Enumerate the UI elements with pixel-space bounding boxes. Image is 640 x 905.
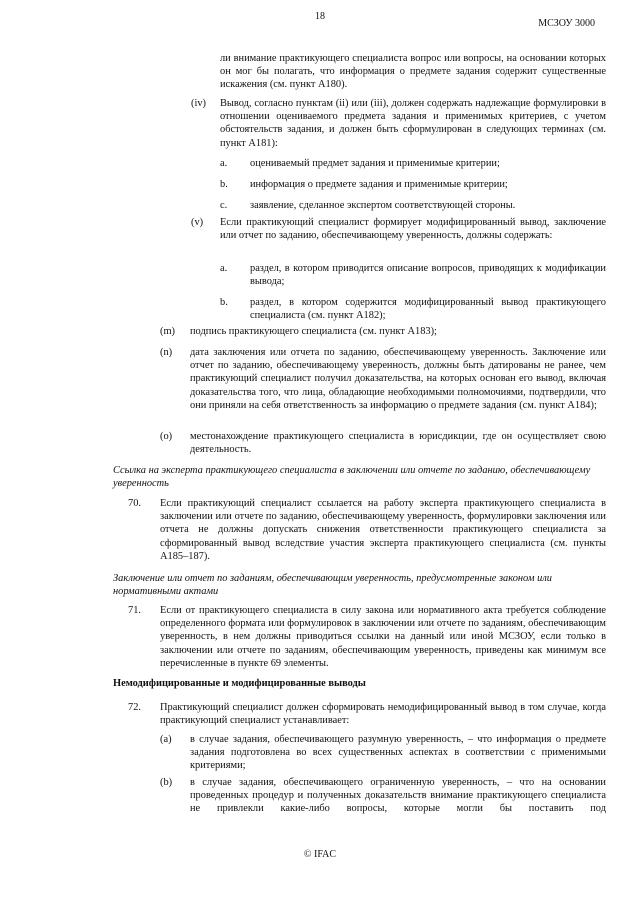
para-72-number: 72.: [128, 702, 141, 713]
item-m-marker: (m): [160, 326, 176, 337]
item-iv-sub-a-marker: a.: [220, 158, 228, 169]
item-iv-marker: (iv): [191, 98, 207, 109]
section-heading-conclusions: Немодифицированные и модифицированные выводы: [113, 678, 366, 689]
page-number: 18: [315, 11, 325, 22]
item-o-text: местонахождение практикующего специалиста в юрисдикции, где он осуществляет свою деятельность.: [190, 431, 606, 456]
intro-text: ли внимание практикующего специалиста вопрос или вопросы, на основании которых он мог бы полагать, что информация о предмете задания содержит существенные искажения (см. пункт А180).: [220, 53, 606, 91]
para-70-text: Если практикующий специалист ссылается на работу эксперта практикующего специалиста в заключении или отчете по заданию, обеспечивающему уверенность, формулировки заключения или отчета не должны допускать снижения ответственности практикующего специалиста за сформированный вывод вследствие участия эксперта практикующего специалиста (см. пункты А185–187).: [160, 498, 606, 562]
item-b72-text: в случае задания, обеспечивающего ограниченную уверенность, – что на основании проведенных процедур и полученных доказательств внимание практикующего специалиста не привлекли какие-либо вопросы, которые могли бы поставить под: [190, 777, 606, 815]
section-heading-legal: Заключение или отчет по заданиям, обеспечивающим уверенность, предусмотренные законом или нормативными актами: [113, 573, 553, 598]
item-iv-sub-a-text: оцениваемый предмет задания и применимые критерии;: [250, 158, 500, 169]
item-v-sub-b-marker: b.: [220, 297, 228, 308]
para-72-text: Практикующий специалист должен сформировать немодифицированный вывод в том случае, когда практикующий специалист устанавливает:: [160, 702, 606, 727]
item-iv-sub-c-text: заявление, сделанное экспертом соответствующей стороны.: [250, 200, 516, 211]
item-a72-text: в случае задания, обеспечивающего разумную уверенность, – что информация о предмете задания подготовлена во всех существенных аспектах в соответствии с применимыми критериями;: [190, 734, 606, 772]
item-a72-marker: (a): [160, 734, 172, 745]
document-code: МСЗОУ 3000: [538, 18, 595, 29]
item-iv-text: Вывод, согласно пунктам (ii) или (iii), должен содержать надлежащие формулировки в отношении оцениваемого предмета задания и применимых критериев, с учетом обстоятельств задания, и должен быть сформулирован в следующих терминах (см. пункт А181):: [220, 98, 606, 149]
item-v-sub-b-text: раздел, в котором содержится модифицированный вывод практикующего специалиста (см. пункт А182);: [250, 297, 606, 322]
item-iv-sub-b-text: информация о предмете задания и применимые критерии;: [250, 179, 508, 190]
item-v-sub-a-text: раздел, в котором приводится описание вопросов, приводящих к модификации вывода;: [250, 263, 606, 288]
item-v-sub-a-marker: a.: [220, 263, 228, 274]
item-b72-marker: (b): [160, 777, 173, 788]
item-v-text: Если практикующий специалист формирует модифицированный вывод, заключение или отчет по заданию, обеспечивающему уверенность, должны содержать:: [220, 217, 606, 242]
item-n-text: дата заключения или отчета по заданию, обеспечивающему уверенность. Заключение или отчет по заданию, обеспечивающему уверенность, должны быть датированы не ранее, чем практикующий специалист получил доказательства, на которых основан его вывод, включая доказательства того, что лица, обладающие необходимыми полномочиями, подтвердили, что они приняли на себя ответственность за информацию о предмете задания (см. пункт А184);: [190, 347, 606, 411]
item-o-marker: (o): [160, 431, 173, 442]
item-iv-sub-c-marker: c.: [220, 200, 228, 211]
para-71-text: Если от практикующего специалиста в силу закона или нормативного акта требуется соблюдение определенного формата или формулировок в заключении или отчете по заданиям, обеспечивающим уверенность, в нем должны приводиться ссылки на данный или иной МСЗОУ, если только в заключении или отчете по заданиям, обеспечивающим уверенность, приведены как минимум все перечисленные в пункте 69 элементы.: [160, 605, 606, 669]
para-70-number: 70.: [128, 498, 141, 509]
item-m-text: подпись практикующего специалиста (см. пункт А183);: [190, 326, 437, 337]
item-iv-sub-b-marker: b.: [220, 179, 228, 190]
para-71-number: 71.: [128, 605, 141, 616]
section-heading-expert: Ссылка на эксперта практикующего специалиста в заключении или отчете по заданию, обеспечивающему уверенность: [113, 465, 591, 490]
item-v-marker: (v): [191, 217, 204, 228]
item-n-marker: (n): [160, 347, 173, 358]
footer-copyright: © IFAC: [303, 849, 337, 860]
